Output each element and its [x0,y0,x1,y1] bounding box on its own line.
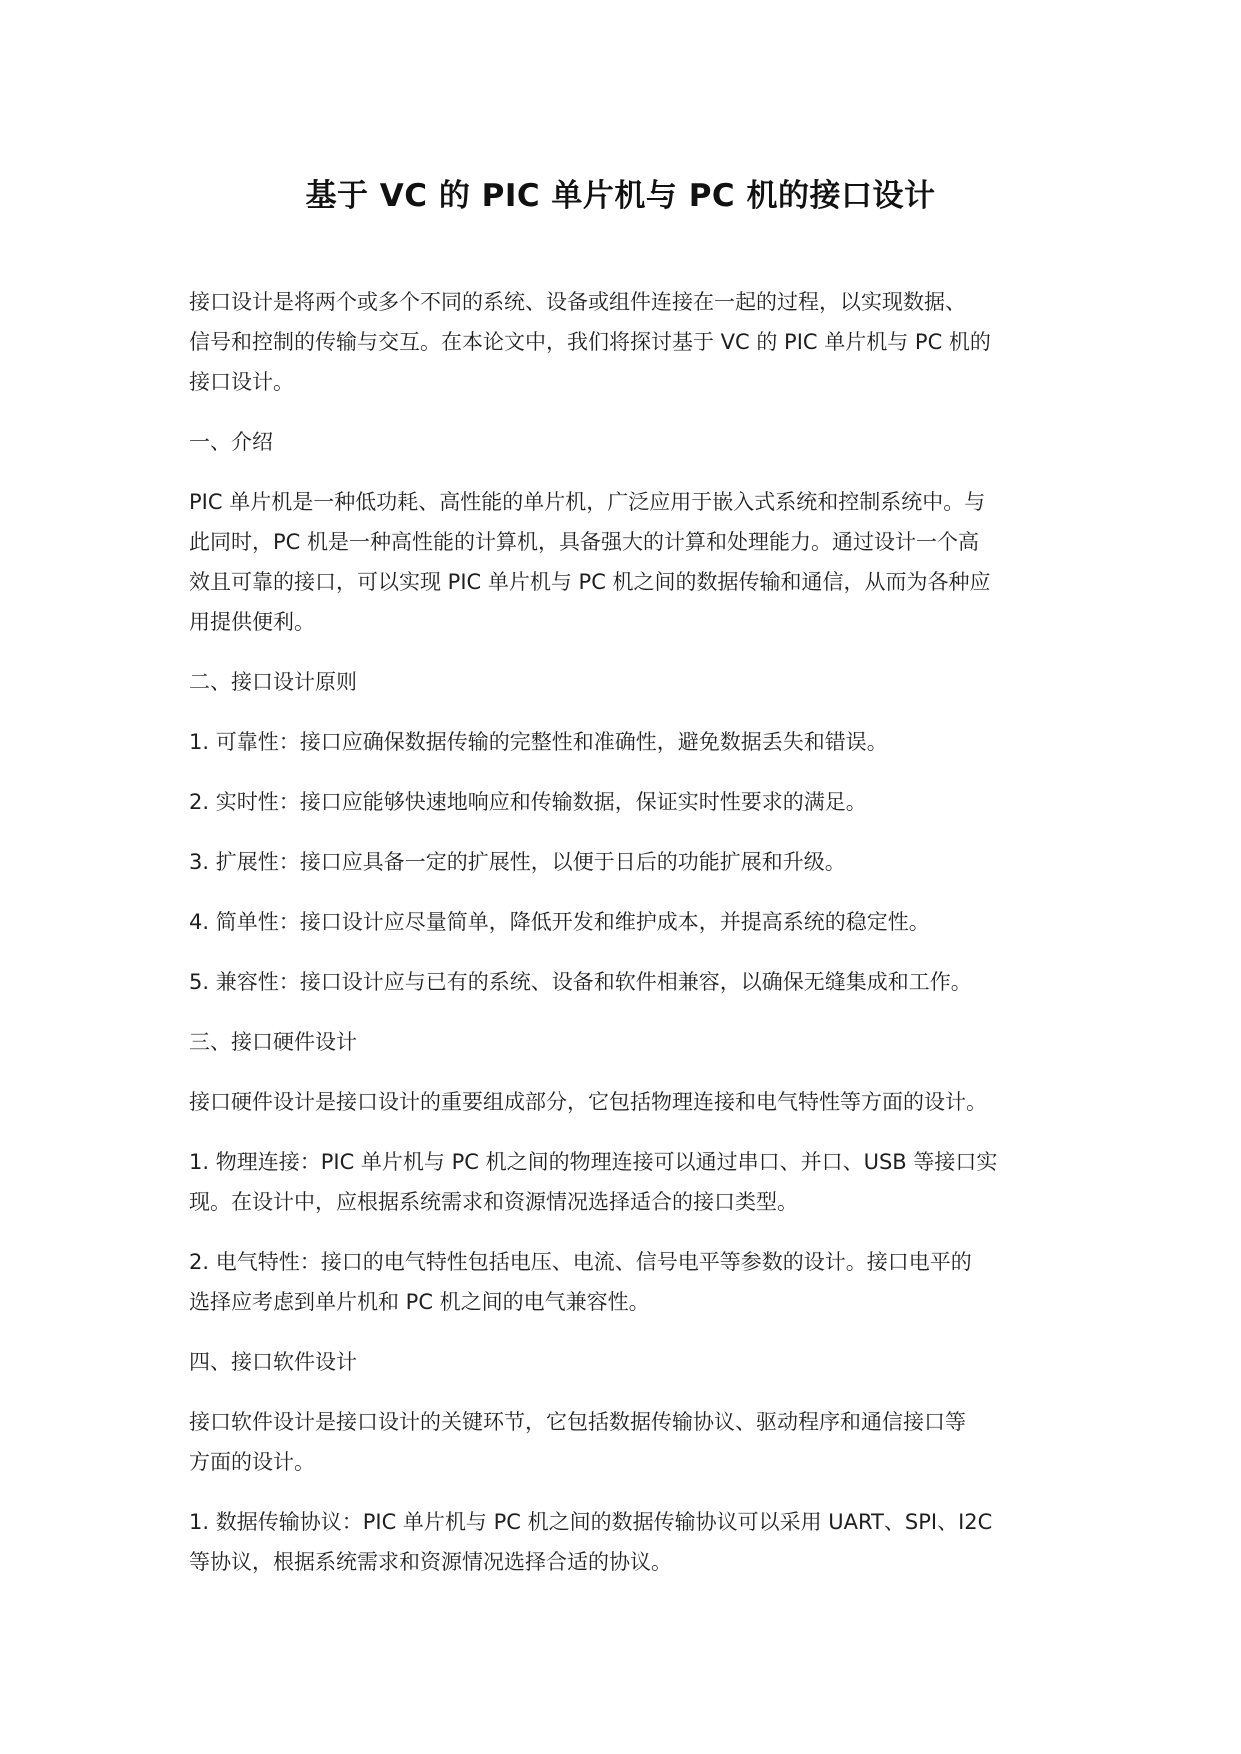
paragraph-line: 接口硬件设计是接口设计的重要组成部分，它包括物理连接和电气特性等方面的设计。 [189,1090,987,1114]
paragraph-line: 接口设计是将两个或多个不同的系统、设备或组件连接在一起的过程，以实现数据、 [189,290,966,314]
paragraph [189,782,1069,822]
paragraph [189,1142,1069,1222]
paragraph-line: 接口设计。 [189,370,294,394]
paragraph [189,842,1069,882]
paragraph-line: 1. 物理连接：PIC 单片机与 PC 机之间的物理连接可以通过串口、并口、USB 等接口实 [189,1150,998,1174]
paragraph [189,722,1069,762]
paragraph [189,1082,1069,1122]
paragraph-line: 方面的设计。 [189,1450,315,1474]
paragraph [189,902,1069,942]
paragraph-line: 二、接口设计原则 [189,670,357,694]
paragraph-line: 效且可靠的接口，可以实现 PIC 单片机与 PC 机之间的数据传输和通信，从而为各种应 [189,570,991,594]
paragraph [189,1022,1069,1062]
paragraph [189,1342,1069,1382]
paragraph-line: 四、接口软件设计 [189,1350,357,1374]
paragraph-line: 2. 实时性：接口应能够快速地响应和传输数据，保证实时性要求的满足。 [189,790,867,814]
paragraph [189,1242,1069,1322]
paragraph-line: 3. 扩展性：接口应具备一定的扩展性，以便于日后的功能扩展和升级。 [189,850,846,874]
paragraph [189,1502,1069,1582]
paragraph-line: 1. 数据传输协议：PIC 单片机与 PC 机之间的数据传输协议可以采用 UART、SPI、I2C [189,1510,993,1534]
paragraph-line: 此同时，PC 机是一种高性能的计算机，具备强大的计算和处理能力。通过设计一个高 [189,530,979,554]
paragraph-line: 现。在设计中，应根据系统需求和资源情况选择适合的接口类型。 [189,1190,798,1214]
paragraph-line: 5. 兼容性：接口设计应与已有的系统、设备和软件相兼容，以确保无缝集成和工作。 [189,970,972,994]
paragraph [189,282,1069,402]
paragraph [189,482,1069,642]
paragraph-line: PIC 单片机是一种低功耗、高性能的单片机，广泛应用于嵌入式系统和控制系统中。与 [189,490,986,514]
paragraph-line: 等协议，根据系统需求和资源情况选择合适的协议。 [189,1550,672,1574]
paragraph-line: 三、接口硬件设计 [189,1030,357,1054]
paragraph-line: 1. 可靠性：接口应确保数据传输的完整性和准确性，避免数据丢失和错误。 [189,730,888,754]
paragraph [189,962,1069,1002]
paragraph-line: 选择应考虑到单片机和 PC 机之间的电气兼容性。 [189,1290,650,1314]
paragraph-line: 4. 简单性：接口设计应尽量简单，降低开发和维护成本，并提高系统的稳定性。 [189,910,930,934]
paragraph [189,422,1069,462]
document-body [189,282,1069,1602]
paragraph-line: 接口软件设计是接口设计的关键环节，它包括数据传输协议、驱动程序和通信接口等 [189,1410,966,1434]
paragraph-line: 信号和控制的传输与交互。在本论文中，我们将探讨基于 VC 的 PIC 单片机与 PC 机的 [189,330,991,354]
paragraph-line: 2. 电气特性：接口的电气特性包括电压、电流、信号电平等参数的设计。接口电平的 [189,1250,972,1274]
paragraph [189,662,1069,702]
paragraph-line: 一、介绍 [189,430,273,454]
document-title: 基于 VC 的 PIC 单片机与 PC 机的接口设计 [305,178,936,214]
paragraph-line: 用提供便利。 [189,610,315,634]
paragraph [189,1402,1069,1482]
